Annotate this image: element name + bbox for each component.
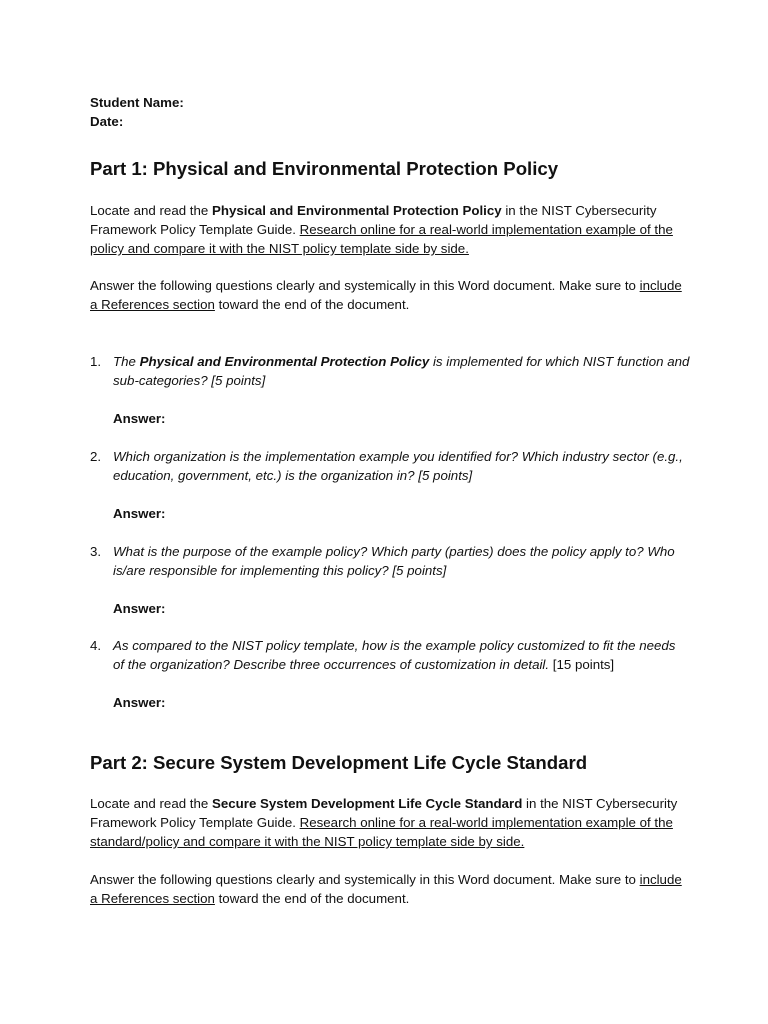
answer-2-label: Answer: (113, 506, 166, 521)
question-number: 3. (90, 544, 102, 559)
references-instruction: include a References section (90, 278, 682, 312)
question-text-part: is implemented for which NIST function and sub-categories? [5 points] (113, 354, 690, 388)
instructions-text: toward the end of the document. (214, 891, 410, 906)
part2-instructions (90, 870, 690, 908)
intro-text: in the NIST Cybersecurity Framework Policy Template Guide. (90, 203, 657, 237)
date-label: Date: (90, 114, 124, 129)
instructions-text: Answer the following questions clearly and systemically in this Word document. Make sure to (90, 872, 640, 887)
question-number: 2. (90, 449, 102, 464)
intro-text: Locate and read the (90, 203, 212, 218)
question-text-part: As compared to the NIST policy template, how is the example policy customized to fit the needs of the organization? Describe three occurrences of customization in detail. (113, 638, 676, 672)
part2-intro (90, 794, 690, 851)
part1-instructions (90, 276, 690, 314)
intro-text: in the NIST Cybersecurity Framework Policy Template Guide. (90, 796, 678, 830)
student-name-label: Student Name: (90, 95, 184, 110)
question-text: What is the purpose of the example policy? Which party (parties) does the policy apply to? Who is/are responsible for implementing this policy? [5 points] (113, 544, 675, 578)
answer-4-label: Answer: (113, 695, 166, 710)
question-text (113, 636, 690, 674)
research-instruction: Research online for a real-world implementation example of the policy and compare it with the NIST policy template side by side. (90, 222, 673, 256)
policy-name: Physical and Environmental Protection Policy (139, 354, 430, 369)
part1-heading (90, 157, 690, 181)
standard-name: Secure System Development Life Cycle Standard (211, 796, 523, 811)
intro-text: Locate and read the (90, 796, 212, 811)
question-4 (90, 636, 690, 674)
part2-intro-paragraph (90, 794, 690, 851)
question-text (113, 352, 690, 390)
question-text-part: The (113, 354, 140, 369)
question-2 (90, 447, 690, 485)
research-instruction: Research online for a real-world implementation example of the standard/policy and compare it with the NIST policy template side by side. (90, 815, 673, 849)
part1-intro (90, 201, 690, 258)
answer-1-label: Answer: (113, 411, 166, 426)
student-info (90, 93, 690, 131)
question-3 (90, 542, 690, 580)
instructions-text: toward the end of the document. (214, 297, 410, 312)
answer-3-label: Answer: (113, 601, 166, 616)
part2-title: Part 2: Secure System Development Life Cycle Standard (90, 752, 588, 773)
part1-intro-paragraph (90, 201, 690, 258)
question-points: [15 points] (549, 657, 615, 672)
instructions-text: Answer the following questions clearly and systemically in this Word document. Make sure to (90, 278, 640, 293)
references-instruction: include a References section (90, 872, 682, 906)
part2-instructions-paragraph (90, 870, 690, 908)
part2-heading (90, 751, 690, 775)
part1-instructions-paragraph (90, 276, 690, 314)
question-number: 1. (90, 354, 102, 369)
policy-name: Physical and Environmental Protection Policy (211, 203, 502, 218)
question-text: Which organization is the implementation example you identified for? Which industry sector (e.g., education, government, etc.) is the organization in? [5 points] (113, 449, 683, 483)
question-1 (90, 352, 690, 390)
part1-title: Part 1: Physical and Environmental Protection Policy (90, 158, 559, 179)
question-number: 4. (90, 638, 102, 653)
